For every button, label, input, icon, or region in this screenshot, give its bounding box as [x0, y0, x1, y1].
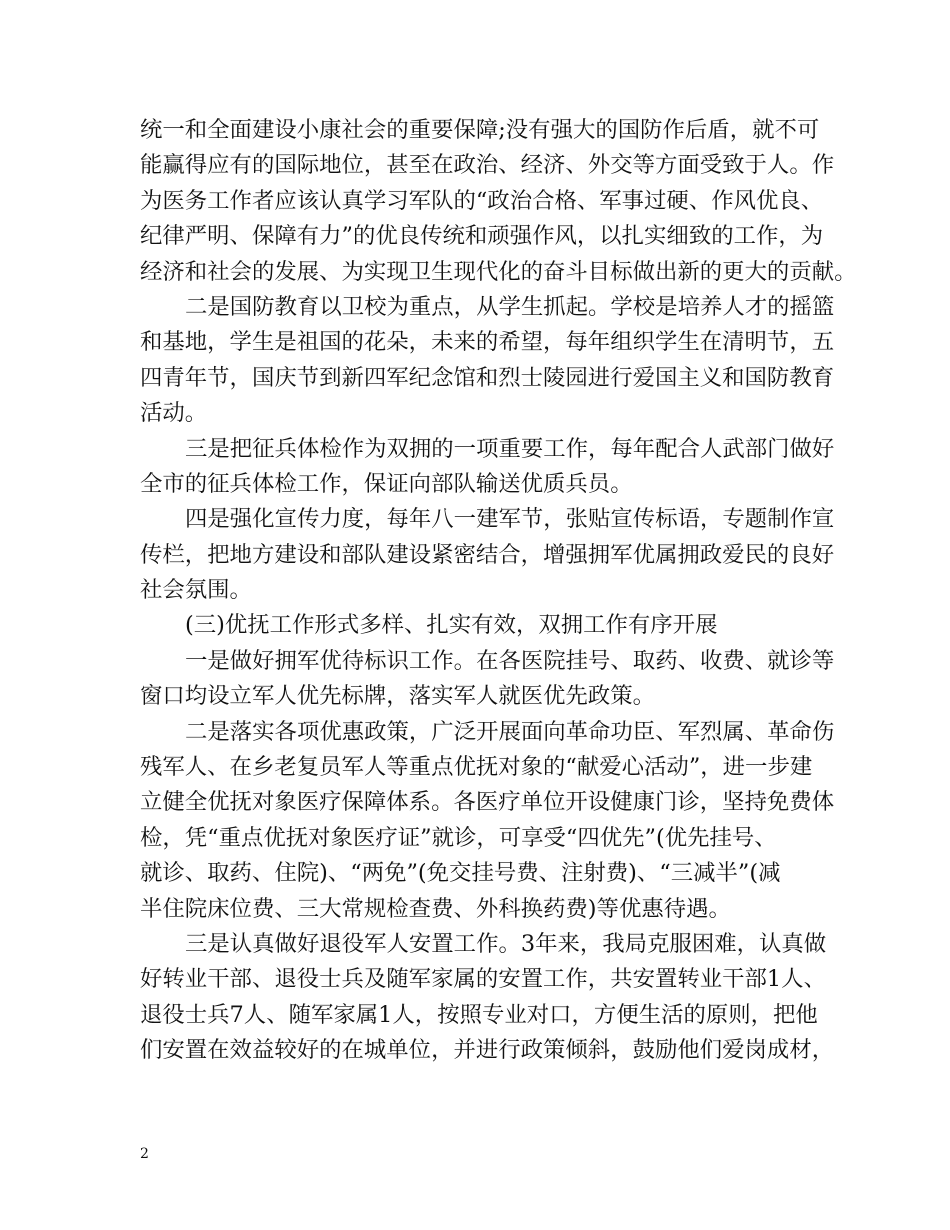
text-line: 退役士兵7人、随军家属1人，按照专业对口，方便生活的原则，把他 — [140, 1001, 818, 1028]
text-line: 社会氛围。 — [140, 577, 252, 604]
text-line: 能赢得应有的国际地位，甚至在政治、经济、外交等方面受致于人。作 — [140, 152, 835, 179]
text-line: 半住院床位费、三大常规检查费、外科换药费)等优惠待遇。 — [140, 895, 731, 922]
text-line: 立健全优抚对象医疗保障体系。各医疗单位开设健康门诊，坚持免费体 — [140, 789, 835, 816]
text-line: 四青年节，国庆节到新四军纪念馆和烈士陵园进行爱国主义和国防教育 — [140, 364, 835, 391]
text-line: 们安置在效益较好的在城单位，并进行政策倾斜，鼓励他们爱岗成材， — [140, 1037, 835, 1064]
text-line: 检，凭“重点优抚对象医疗证”就诊，可享受“四优先”(优先挂号、 — [140, 824, 777, 851]
paragraph-start-line: 三是把征兵体检作为双拥的一项重要工作，每年配合人武部门做好 — [185, 435, 835, 462]
document-body — [140, 113, 857, 1069]
paragraph-start-line: 二是国防教育以卫校为重点，从学生抓起。学校是培养人才的摇篮 — [185, 293, 835, 320]
text-line: 经济和社会的发展、为实现卫生现代化的奋斗目标做出新的更大的贡献。 — [140, 258, 857, 285]
paragraph-start-line: 一是做好拥军优待标识工作。在各医院挂号、取药、收费、就诊等 — [185, 647, 835, 674]
text-line: 为医务工作者应该认真学习军队的“政治合格、军事过硬、作风优良、 — [140, 187, 824, 214]
text-line: 残军人、在乡老复员军人等重点优抚对象的“献爱心活动”，进一步建 — [140, 754, 813, 781]
text-line: 纪律严明、保障有力”的优良传统和顽强作风，以扎实细致的工作，为 — [140, 223, 824, 250]
paragraph-start-line: 二是落实各项优惠政策，广泛开展面向革命功臣、军烈属、革命伤 — [185, 718, 835, 745]
text-line: 传栏，把地方建设和部队建设紧密结合，增强拥军优属拥政爱民的良好 — [140, 541, 835, 568]
paragraph-start-line: 三是认真做好退役军人安置工作。3年来，我局克服困难，认真做 — [185, 930, 827, 957]
page-number: 2 — [140, 1146, 149, 1162]
paragraph-start-line: 四是强化宣传力度，每年八一建军节，张贴宣传标语，专题制作宣 — [185, 506, 835, 533]
section-heading: (三)优抚工作形式多样、扎实有效，双拥工作有序开展 — [185, 612, 718, 639]
text-line: 窗口均设立军人优先标牌，落实军人就医优先政策。 — [140, 683, 655, 710]
text-line: 全市的征兵体检工作，保证向部队输送优质兵员。 — [140, 470, 633, 497]
text-line: 统一和全面建设小康社会的重要保障;没有强大的国防作后盾，就不可 — [140, 117, 820, 143]
text-line: 好转业干部、退役士兵及随军家属的安置工作，共安置转业干部1人、 — [140, 966, 826, 993]
text-line: 活动。 — [140, 400, 208, 427]
text-line: 就诊、取药、住院)、“两免”(免交挂号费、注射费)、“三减半”(减 — [140, 860, 781, 887]
text-line: 和基地，学生是祖国的花朵，未来的希望，每年组织学生在清明节，五 — [140, 329, 835, 356]
